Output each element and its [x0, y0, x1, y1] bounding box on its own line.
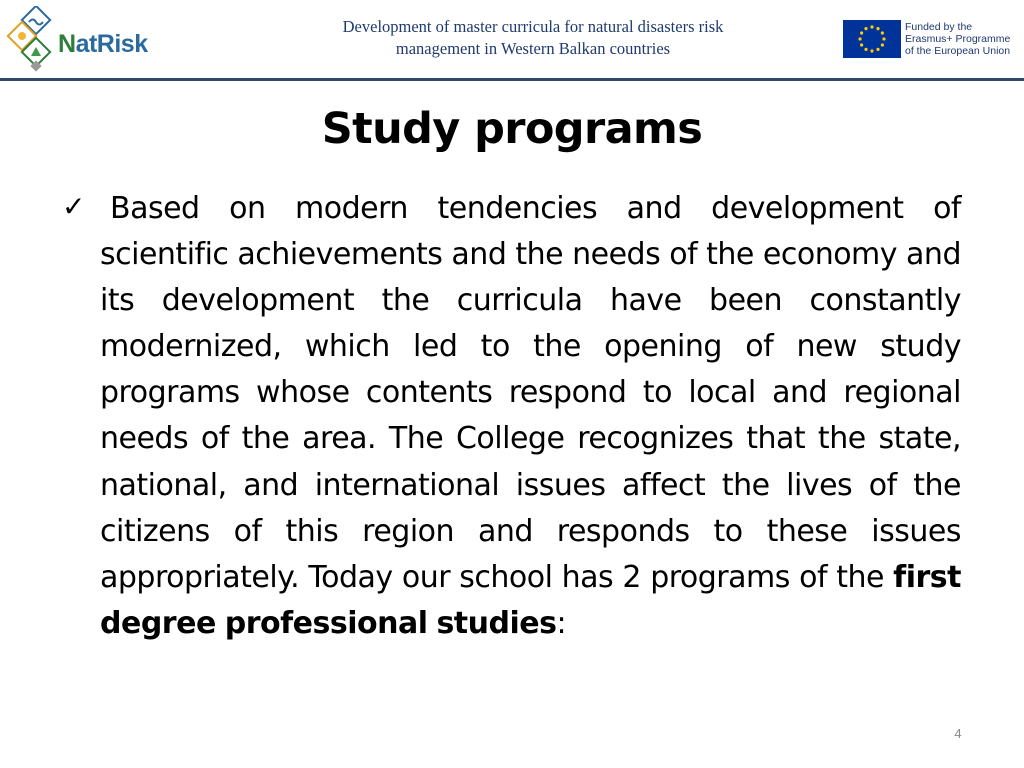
body-paragraph [100, 186, 961, 647]
page-number: 4 [954, 726, 962, 741]
slide-title: Study programs [321, 104, 703, 154]
eu-star-icon [858, 37, 861, 40]
eu-star-icon [860, 31, 863, 34]
eu-text-line-2: Erasmus+ Programme [905, 33, 1011, 45]
natrisk-logo [6, 6, 166, 72]
eu-star-icon [882, 37, 885, 40]
eu-star-icon [881, 31, 884, 34]
eu-star-icon [860, 43, 863, 46]
eu-star-icon [876, 27, 879, 30]
project-title [250, 16, 816, 60]
eu-text-line-1: Funded by the [905, 21, 973, 33]
logo-letter-n: N [58, 30, 76, 58]
body-text-end: : [556, 605, 567, 641]
eu-star-icon [864, 48, 867, 51]
project-title-line-1: Development of master curricula for natural disasters risk [342, 17, 724, 36]
project-title-line-2: management in Western Balkan countries [395, 39, 671, 58]
header-divider [0, 78, 1024, 81]
eu-star-icon [870, 25, 873, 28]
body-text-bold: first degree professional studies [100, 559, 961, 641]
slide-header [0, 0, 1024, 82]
eu-flag-icon [843, 20, 901, 58]
eu-funding-badge [843, 20, 1019, 62]
logo-letters-atrisk: atRisk [75, 30, 148, 58]
natrisk-wordmark [58, 30, 148, 59]
eu-star-icon [864, 27, 867, 30]
eu-star-icon [881, 43, 884, 46]
natrisk-logo-icon [6, 6, 66, 72]
eu-star-icon [870, 49, 873, 52]
eu-star-icon [876, 48, 879, 51]
body-text-main: Based on modern tendencies and development of scientific achievements and the needs of the economy and its development the curricula have been constantly modernized, which led to the opening of new study programs whose contents respond to local and regional needs of the area. The College recognizes that the state, national, and international issues affect the lives of the citizens of this region and responds to these issues appropriately. Today our school has 2 programs of the [100, 191, 961, 595]
eu-text-line-3: of the European Union [905, 45, 1011, 57]
eu-funding-text [905, 21, 1010, 57]
checkmark-icon: ✓ [62, 190, 86, 223]
